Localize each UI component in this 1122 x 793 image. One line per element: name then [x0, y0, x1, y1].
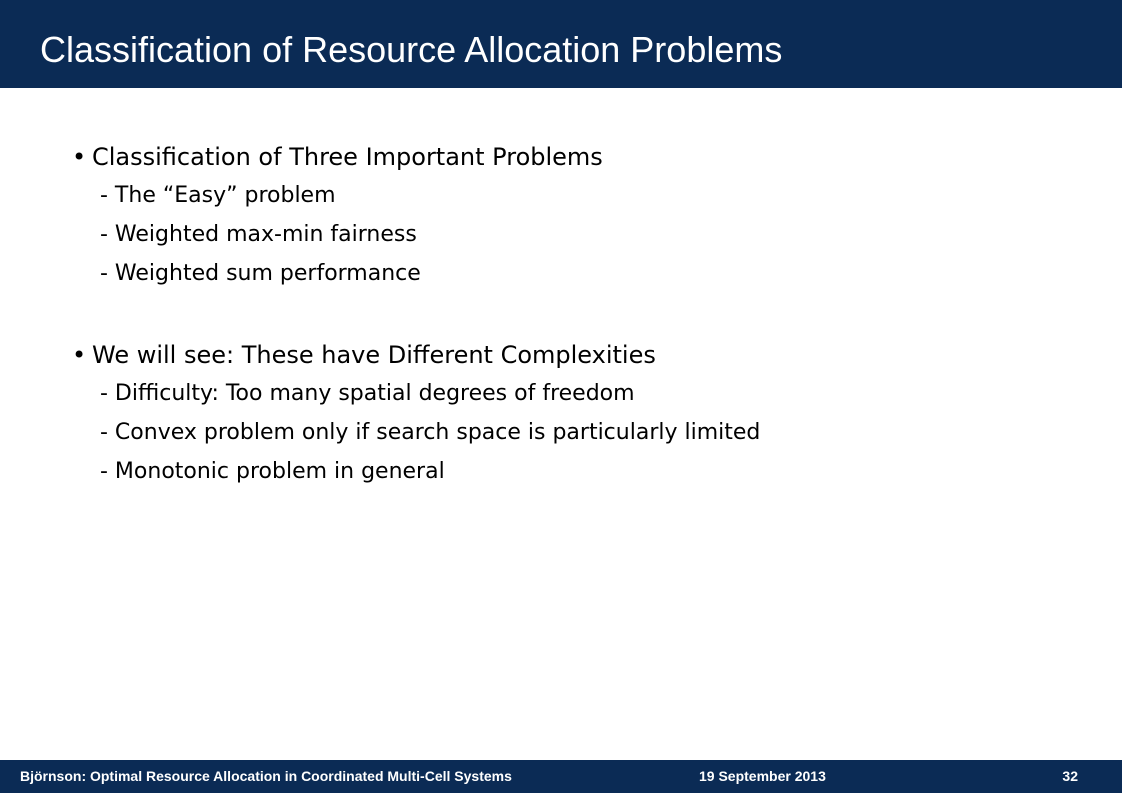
sub-item: - The “Easy” problem: [100, 183, 336, 208]
bullet-dot-icon: •: [72, 143, 87, 171]
bullet-dot-icon: •: [72, 341, 87, 369]
bullet-section-1: [72, 138, 1072, 293]
footer-author-title: Björnson: Optimal Resource Allocation in Coordinated Multi-Cell Systems: [20, 768, 512, 784]
sub-item: - Weighted sum performance: [100, 261, 421, 286]
bullet-text: Classification of Three Important Problems: [92, 143, 603, 171]
footer-bar: [0, 760, 1122, 793]
sub-item: - Monotonic problem in general: [100, 459, 445, 484]
bullet-section-2: [72, 336, 1072, 491]
sub-item: - Weighted max-min fairness: [100, 222, 417, 247]
title-bar: [0, 0, 1122, 88]
sub-item: - Convex problem only if search space is particularly limited: [100, 420, 761, 445]
footer-date: 19 September 2013: [699, 768, 826, 784]
bullet-text: We will see: These have Different Complexities: [92, 341, 656, 369]
sub-item: - Difficulty: Too many spatial degrees of freedom: [100, 381, 635, 406]
bullet-point: [72, 336, 1072, 374]
page-number: 32: [1062, 768, 1078, 784]
slide-content: [72, 138, 1072, 491]
bullet-point: [72, 138, 1072, 176]
slide-title: Classification of Resource Allocation Problems: [40, 29, 783, 70]
